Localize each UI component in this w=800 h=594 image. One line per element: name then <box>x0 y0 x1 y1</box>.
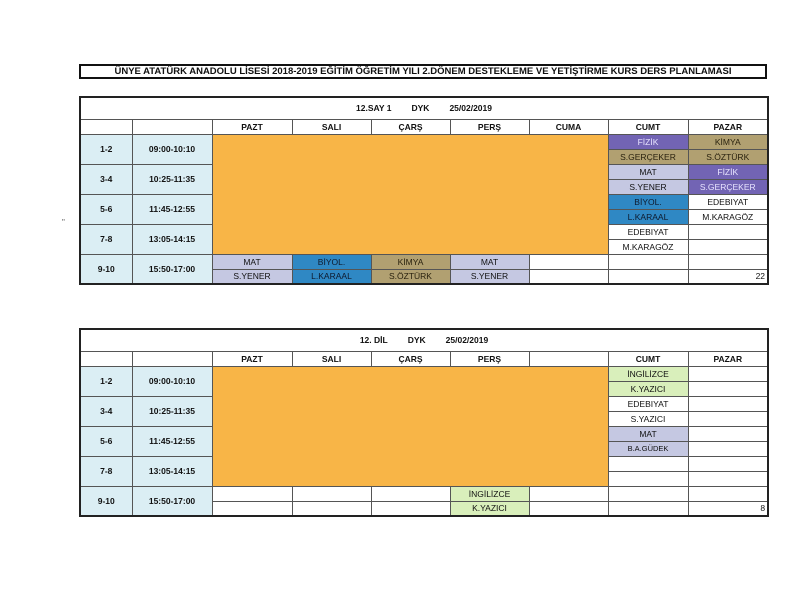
teacher-cell: S.YENER <box>212 269 292 284</box>
time-cell: 10:25-11:35 <box>132 164 212 194</box>
subject-cell: FİZİK <box>608 134 688 149</box>
unscheduled-block <box>212 366 608 486</box>
subject-cell: MAT <box>212 254 292 269</box>
teacher-cell: S.YENER <box>450 269 529 284</box>
period-cell: 7-8 <box>80 224 132 254</box>
day-header: PAZAR <box>688 351 768 366</box>
period-cell: 3-4 <box>80 164 132 194</box>
teacher-cell: S.GERÇEKER <box>688 179 768 194</box>
teacher-cell: L.KARAAL <box>292 269 371 284</box>
time-cell: 15:50-17:00 <box>132 254 212 284</box>
empty-cell <box>688 471 768 486</box>
class-name: 12. DİL <box>359 335 388 346</box>
day-header: ÇARŞ <box>371 351 450 366</box>
empty-cell <box>688 381 768 396</box>
teacher-cell: S.ÖZTÜRK <box>688 149 768 164</box>
day-header: CUMT <box>608 119 688 134</box>
empty-cell <box>688 486 768 501</box>
teacher-cell: M.KARAGÖZ <box>608 239 688 254</box>
time-cell: 13:05-14:15 <box>132 224 212 254</box>
day-header: PERŞ <box>450 119 529 134</box>
period-cell: 9-10 <box>80 254 132 284</box>
day-header: CUMA <box>529 119 608 134</box>
day-header: ÇARŞ <box>371 119 450 134</box>
subject-cell: MAT <box>608 426 688 441</box>
period-cell: 7-8 <box>80 456 132 486</box>
day-header: PAZT <box>212 351 292 366</box>
course-count: 8 <box>688 501 768 516</box>
table-title <box>80 329 768 351</box>
day-header: PAZAR <box>688 119 768 134</box>
teacher-cell: B.A.GÜDEK <box>608 441 688 456</box>
subject-cell: KİMYA <box>688 134 768 149</box>
time-cell: 13:05-14:15 <box>132 456 212 486</box>
empty-cell <box>371 486 450 501</box>
day-header: PAZT <box>212 119 292 134</box>
empty-cell <box>688 441 768 456</box>
teacher-cell: S.YENER <box>608 179 688 194</box>
day-header: SALI <box>292 119 371 134</box>
subject-cell: BİYOL. <box>608 194 688 209</box>
subject-cell: EDEBIYAT <box>608 396 688 411</box>
subject-cell: İNGİLİZCE <box>608 366 688 381</box>
time-cell: 11:45-12:55 <box>132 194 212 224</box>
day-header <box>529 351 608 366</box>
table-date: 25/02/2019 <box>449 103 492 114</box>
subject-cell: KİMYA <box>371 254 450 269</box>
teacher-cell: S.GERÇEKER <box>608 149 688 164</box>
teacher-cell: L.KARAAL <box>608 209 688 224</box>
empty-cell <box>608 456 688 471</box>
empty-cell <box>688 239 768 254</box>
empty-cell <box>212 486 292 501</box>
subject-cell: EDEBIYAT <box>608 224 688 239</box>
empty-cell <box>608 254 688 269</box>
empty-cell <box>608 471 688 486</box>
empty-cell <box>529 254 608 269</box>
empty-cell <box>608 269 688 284</box>
course-count: 22 <box>688 269 768 284</box>
schedule-table-say <box>79 96 769 285</box>
empty-cell <box>212 501 292 516</box>
time-cell: 15:50-17:00 <box>132 486 212 516</box>
teacher-cell: K.YAZICI <box>608 381 688 396</box>
empty-cell <box>529 486 608 501</box>
table-date: 25/02/2019 <box>445 335 489 346</box>
empty-cell <box>529 269 608 284</box>
teacher-cell: M.KARAGÖZ <box>688 209 768 224</box>
empty-cell <box>688 366 768 381</box>
day-header: SALI <box>292 351 371 366</box>
document-title: ÜNYE ATATÜRK ANADOLU LİSESİ 2018-2019 EĞİTİM ÖĞRETİM YILI 2.DÖNEM DESTEKLEME VE YETİŞTİRME KURS DERS PLANLAMASI <box>79 64 767 79</box>
time-cell: 09:00-10:10 <box>132 366 212 396</box>
time-cell: 10:25-11:35 <box>132 396 212 426</box>
empty-cell <box>688 254 768 269</box>
empty-cell <box>292 501 371 516</box>
schedule-table-dil <box>79 328 769 517</box>
day-header: CUMT <box>608 351 688 366</box>
header-blank <box>80 351 132 366</box>
empty-cell <box>292 486 371 501</box>
period-cell: 9-10 <box>80 486 132 516</box>
empty-cell <box>371 501 450 516</box>
empty-cell <box>688 396 768 411</box>
subject-cell: MAT <box>450 254 529 269</box>
course-type: DYK <box>407 335 426 346</box>
empty-cell <box>608 486 688 501</box>
header-blank <box>80 119 132 134</box>
course-type: DYK <box>411 103 430 114</box>
time-cell: 09:00-10:10 <box>132 134 212 164</box>
empty-cell <box>529 501 608 516</box>
empty-cell <box>608 501 688 516</box>
header-blank <box>132 119 212 134</box>
day-header: PERŞ <box>450 351 529 366</box>
time-cell: 11:45-12:55 <box>132 426 212 456</box>
empty-cell <box>688 411 768 426</box>
subject-cell: FİZİK <box>688 164 768 179</box>
period-cell: 5-6 <box>80 194 132 224</box>
empty-cell <box>688 224 768 239</box>
period-cell: 1-2 <box>80 366 132 396</box>
table-title <box>80 97 768 119</box>
teacher-cell: S.ÖZTÜRK <box>371 269 450 284</box>
unscheduled-block <box>212 134 608 254</box>
subject-cell: İNGİLİZCE <box>450 486 529 501</box>
header-blank <box>132 351 212 366</box>
period-cell: 5-6 <box>80 426 132 456</box>
empty-cell <box>688 426 768 441</box>
period-cell: 1-2 <box>80 134 132 164</box>
scan-mark: " <box>62 218 65 227</box>
subject-cell: MAT <box>608 164 688 179</box>
subject-cell: BİYOL. <box>292 254 371 269</box>
teacher-cell: K.YAZICI <box>450 501 529 516</box>
class-name: 12.SAY 1 <box>356 103 392 114</box>
empty-cell <box>688 456 768 471</box>
teacher-cell: S.YAZICI <box>608 411 688 426</box>
period-cell: 3-4 <box>80 396 132 426</box>
subject-cell: EDEBIYAT <box>688 194 768 209</box>
